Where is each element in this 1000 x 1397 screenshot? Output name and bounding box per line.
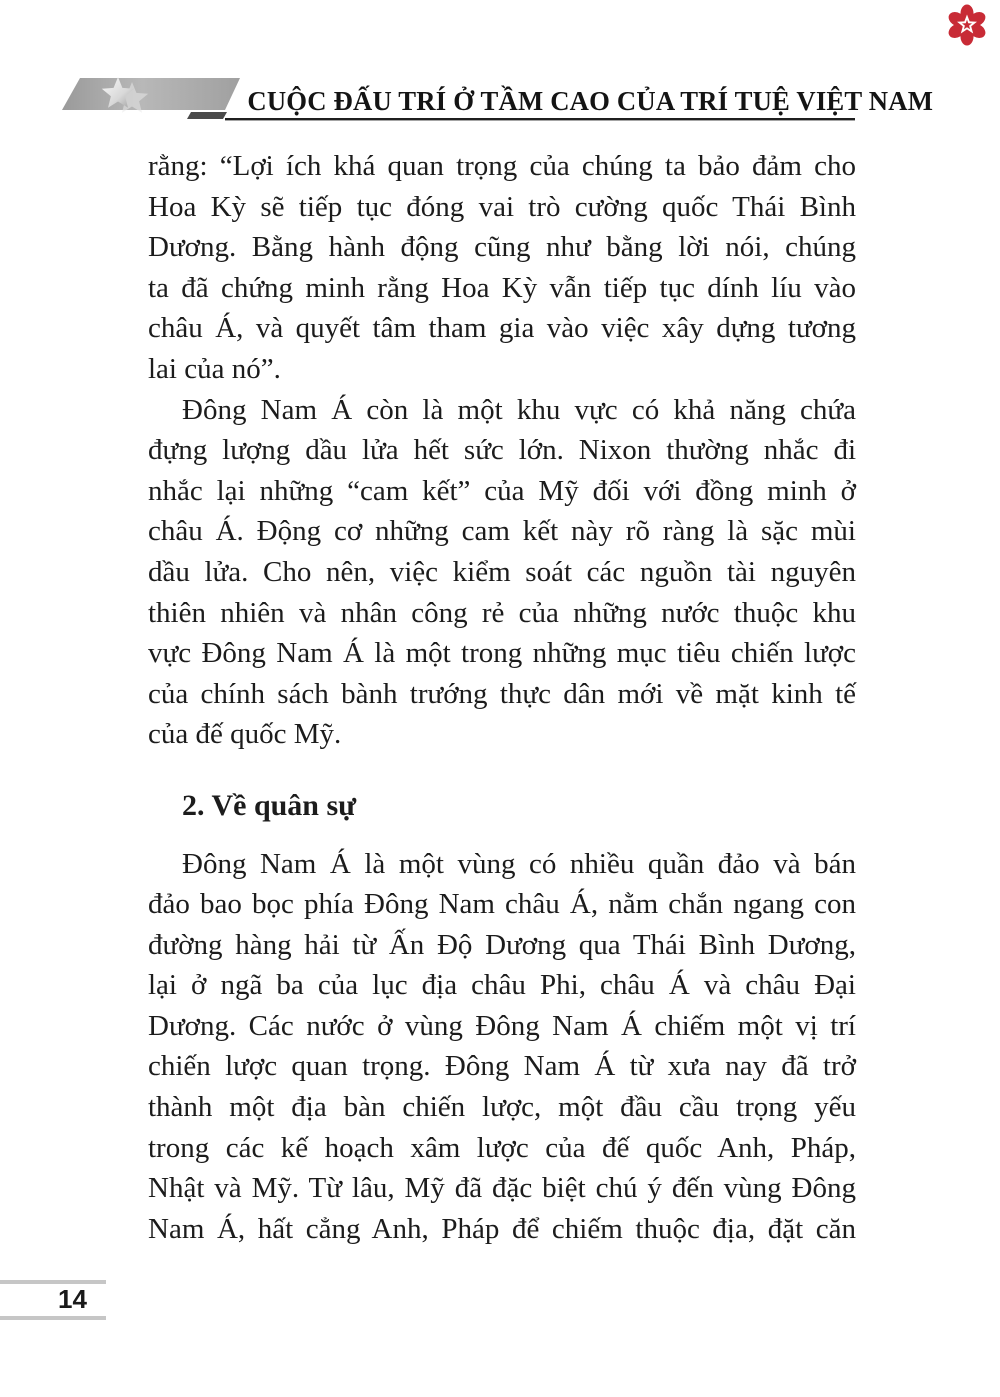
text-line: chiến lược quan trọng. Đông Nam Á từ xưa nay đã trở (148, 1050, 856, 1083)
text-line: trong các kế hoạch xâm lược của đế quốc Anh, Pháp, (148, 1131, 856, 1164)
text-line: rằng: “Lợi ích khá quan trọng của chúng ta bảo đảm cho (148, 150, 856, 182)
text-line: Đông Nam Á còn là một khu vực có khả năng chứa (182, 393, 856, 426)
text-line: đựng lượng dầu lửa hết sức lớn. Nixon thường nhắc đi (148, 434, 856, 467)
text-line: Dương. Các nước ở vùng Đông Nam Á chiếm một vị trí (148, 1009, 856, 1042)
section-heading (148, 786, 856, 827)
text-line: nhắc lại những “cam kết” của Mỹ đối với đồng minh ở (148, 474, 856, 507)
paragraph (148, 146, 856, 390)
banner-dark-segment (187, 112, 227, 119)
page-title: CUỘC ĐẤU TRÍ Ở TẦM CAO CỦA TRÍ TUỆ VIỆT NAM (247, 85, 934, 116)
text-line: đảo bao bọc phía Đông Nam châu Á, nằm chắn ngang con (148, 888, 856, 921)
text-line: vực Đông Nam Á là một trong những mục tiêu chiến lược (148, 637, 856, 670)
paragraph (148, 390, 856, 755)
banner-shape (62, 78, 240, 110)
text-line: Nhật và Mỹ. Từ lâu, Mỹ đã đặc biệt chú ý đến vùng Đông (148, 1172, 856, 1205)
text-line: châu Á, và quyết tâm tham gia vào việc xây dựng tương (148, 312, 856, 345)
header-rule (225, 118, 855, 120)
text-line: dầu lửa. Cho nên, việc kiểm soát các nguồn tài nguyên (148, 555, 856, 588)
text-line: thiên nhiên và nhân công rẻ của những nước thuộc khu (148, 596, 856, 629)
paragraph (148, 844, 856, 1250)
text-line: lại ở ngã ba của lục địa châu Phi, châu Á và châu Đại (148, 969, 856, 1002)
red-flower-star-icon (946, 4, 988, 46)
text-line: của đế quốc Mỹ. (148, 718, 342, 751)
text-line: Đông Nam Á là một vùng có nhiều quần đảo và bán (182, 847, 856, 880)
text-line: đường hàng hải từ Ấn Độ Dương qua Thái Bình Dương, (148, 928, 856, 961)
text-line: của chính sách bành trướng thực dân mới về mặt kinh tế (148, 677, 856, 710)
text-line: Hoa Kỳ sẽ tiếp tục đóng vai trò cường quốc Thái Bình (148, 190, 856, 223)
text-line: thành một địa bàn chiến lược, một đầu cầu trọng yếu (148, 1091, 856, 1124)
text-line: Nam Á, hất cẳng Anh, Pháp để chiếm thuộc địa, đặt căn (148, 1212, 856, 1245)
text-line: Dương. Bằng hành động cũng như bằng lời nói, chúng (148, 231, 856, 264)
text-line: lai của nó”. (148, 352, 281, 385)
body-text (148, 146, 856, 1249)
text-line: 2. Về quân sự (182, 788, 357, 822)
footer-rule-bottom (0, 1316, 106, 1320)
text-line: ta đã chứng minh rằng Hoa Kỳ vẫn tiếp tục dính líu vào (148, 271, 856, 304)
page-number: 14 (58, 1284, 87, 1314)
text-line: châu Á. Động cơ những cam kết này rõ ràng là sặc mùi (148, 515, 856, 548)
